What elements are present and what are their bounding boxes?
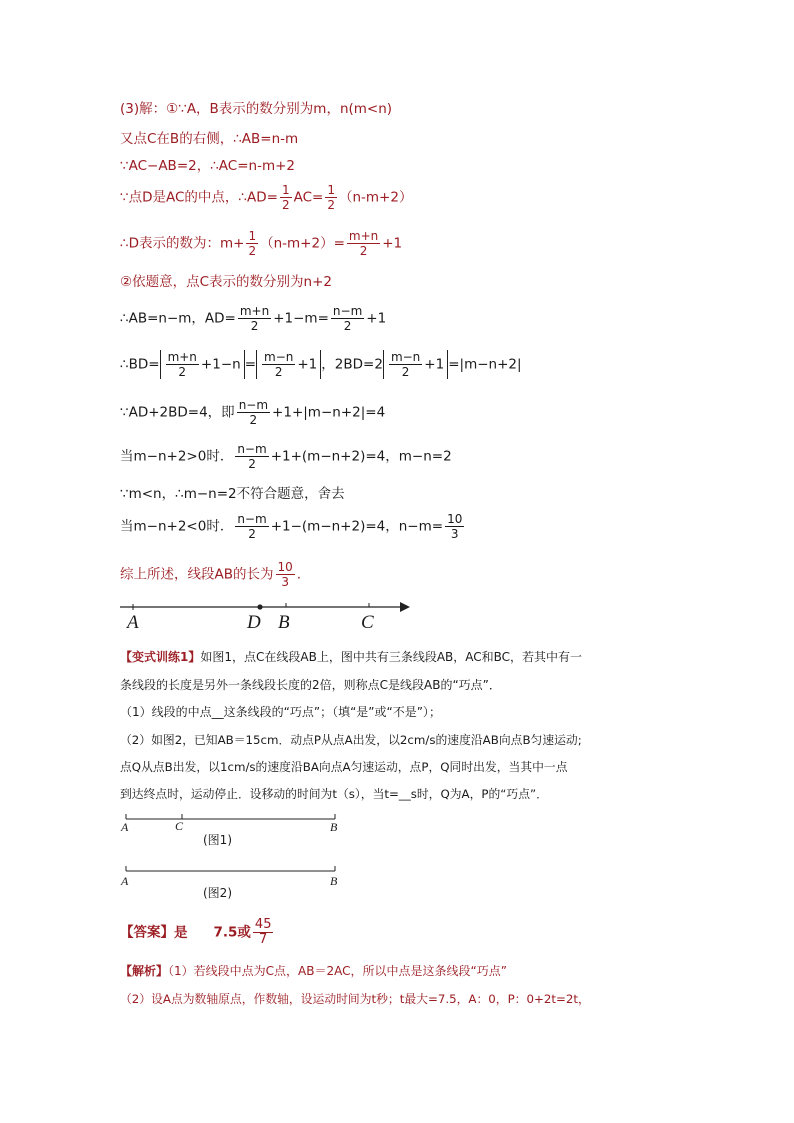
solution-line-2: 又点C在B的右侧，∴AB=n-m	[120, 131, 299, 147]
exercise-question-2a: （2）如图2，已知AB＝15cm．动点P从点A出发，以2cm/s的速度沿AB向点B匀速运动;	[120, 733, 582, 747]
solution-line-12	[120, 512, 466, 541]
text: （1）若线段中点为C点，AB＝2AC，所以中点是这条线段“巧点”	[168, 964, 507, 978]
text: ，2BD=2	[321, 356, 383, 373]
point-d	[257, 604, 262, 609]
text: +1−(m−n+2)=4，n−m=	[270, 518, 444, 535]
numerator: m+n	[239, 304, 270, 318]
denominator: 2	[248, 527, 256, 541]
solution-line-7	[120, 304, 386, 333]
solution-line-6: ②依题意，点C表示的数分别为n+2	[120, 274, 332, 290]
fraction-mn	[238, 304, 271, 333]
solution-line-9	[120, 398, 385, 427]
text: ∴BD=	[120, 356, 160, 373]
text: +1+|m−n+2|=4	[272, 404, 386, 421]
text: ∵AD+2BD=4，即	[120, 404, 235, 421]
number-line-label-a: A	[127, 612, 139, 633]
denominator: 2	[281, 198, 290, 212]
exercise-paragraph-2: 条线段的长度是另外一条线段长度的2倍，则称点C是线段AB的“巧点”．	[120, 678, 501, 692]
denominator: 2	[359, 244, 368, 258]
answer-2: 7.5或	[213, 924, 251, 941]
text: +1+(m−n+2)=4，m−n=2	[270, 448, 452, 465]
denominator: 2	[343, 319, 352, 333]
text: =	[244, 356, 257, 373]
fig1-caption: (图1)	[203, 833, 232, 847]
answer-title: 【答案】	[120, 924, 174, 941]
fig2-caption: (图2)	[203, 886, 232, 900]
text: +1	[382, 235, 403, 252]
solution-line-1: (3)解：①∵A，B表示的数分别为m，n(m<n)	[120, 101, 393, 117]
numerator: m−n	[390, 350, 421, 364]
numerator: n−m	[237, 442, 267, 456]
fraction-half	[280, 183, 292, 212]
fig1-label-a: A	[121, 820, 129, 834]
abs-value	[256, 350, 321, 379]
solution-line-4	[120, 183, 412, 212]
text: +1−m=	[273, 310, 329, 327]
fig2-label-b: B	[330, 874, 338, 888]
numerator: n−m	[238, 398, 269, 412]
fraction-nm	[331, 304, 364, 333]
answer-line	[120, 918, 275, 947]
exercise-question-1: （1）线段的中点__这条线段的“巧点”；（填“是”或“不是”）；	[120, 705, 441, 719]
denominator: 3	[450, 527, 459, 541]
analysis-title: 【解析】	[120, 964, 169, 978]
numerator: n−m	[332, 304, 363, 318]
text: 综上所述，线段AB的长为	[120, 566, 274, 583]
text: +1−n	[200, 356, 241, 373]
fraction-mn	[347, 229, 380, 258]
number-line-label-d: D	[247, 612, 261, 633]
fig1-label-b: B	[330, 820, 338, 834]
abs-value	[160, 350, 245, 379]
numerator: 10	[277, 560, 293, 574]
text: +1	[424, 356, 445, 373]
text: 如图1，点C在线段AB上，图中共有三条线段AB，AC和BC，若其中有一	[200, 650, 583, 664]
fraction-half	[325, 183, 337, 212]
text: ∵点D是AC的中点，∴AD=	[120, 189, 278, 206]
numerator: 45	[254, 917, 272, 932]
denominator: 2	[401, 365, 410, 379]
text: （n-m+2）=	[260, 235, 345, 252]
answer-1: 是	[174, 924, 188, 941]
exercise-paragraph-1	[120, 648, 582, 666]
solution-line-5	[120, 229, 402, 258]
exercise-title: 【变式训练1】	[120, 650, 201, 664]
fraction-mn	[166, 350, 199, 379]
fraction-nm	[235, 442, 268, 471]
solution-line-3: ∵AC−AB=2，∴AC=n-m+2	[120, 158, 296, 174]
fig2-label-a: A	[121, 874, 129, 888]
figure-2-segment	[120, 864, 350, 880]
text: AC=	[293, 189, 324, 206]
denominator: 2	[248, 457, 256, 471]
text: =|m−n+2|	[448, 356, 522, 373]
text: （n-m+2）	[338, 189, 413, 206]
exercise-question-2c: 到达终点时，运动停止．设移动的时间为t（s），当t=__s时，Q为A，P的“巧点”．	[120, 787, 548, 801]
numerator: m+n	[348, 229, 379, 243]
arrow-head-icon	[400, 602, 410, 612]
analysis-line-2: （2）设A点为数轴原点，作数轴，设运动时间为t秒；t最大=7.5，A：0，P：0+2t=2t，	[120, 992, 590, 1006]
numerator: m+n	[167, 350, 197, 364]
solution-line-11: ∵m<n，∴m−n=2不符合题意，舍去	[120, 486, 345, 502]
denominator: 2	[178, 365, 187, 379]
denominator: 2	[250, 319, 259, 333]
solution-line-13	[120, 560, 301, 589]
numerator: 1	[281, 183, 290, 197]
fraction-nm	[237, 398, 270, 427]
numerator: 1	[327, 183, 335, 197]
denominator: 2	[274, 365, 283, 379]
fraction-mmn	[262, 350, 295, 379]
text: +1	[297, 356, 318, 373]
number-line-label-b: B	[278, 612, 290, 633]
numerator: 1	[248, 229, 257, 243]
denominator: 3	[281, 575, 289, 589]
fraction-mmn	[389, 350, 422, 379]
exercise-question-2b: 点Q从点B出发，以1cm/s的速度沿BA向点A匀速运动，点P，Q同时出发，当其中一点	[120, 760, 568, 774]
text: 当m−n+2>0时．	[120, 448, 234, 465]
fraction-nm	[235, 512, 268, 541]
figure-1-segment	[120, 812, 350, 828]
text: ∴AB=n−m，AD=	[120, 310, 236, 327]
fraction-half	[246, 229, 258, 258]
fraction-45-over-7	[253, 918, 274, 947]
fraction-ten-thirds	[276, 560, 295, 589]
text: +1	[366, 310, 387, 327]
denominator: 2	[327, 198, 335, 212]
fraction-ten-thirds	[445, 512, 464, 541]
denominator: 7	[259, 932, 268, 947]
denominator: 2	[249, 413, 258, 427]
text: .	[296, 566, 302, 583]
text: 当m−n+2<0时．	[120, 518, 234, 535]
numerator: 10	[447, 512, 463, 526]
solution-line-10	[120, 442, 452, 471]
fig1-label-c: C	[175, 819, 184, 833]
abs-value	[383, 350, 448, 379]
text: ∴D表示的数为：m+	[120, 235, 245, 252]
denominator: 2	[248, 244, 257, 258]
analysis-line-1	[120, 962, 507, 980]
numerator: n−m	[237, 512, 267, 526]
solution-line-8	[120, 350, 522, 379]
numerator: m−n	[264, 350, 294, 364]
number-line-label-c: C	[361, 612, 374, 633]
